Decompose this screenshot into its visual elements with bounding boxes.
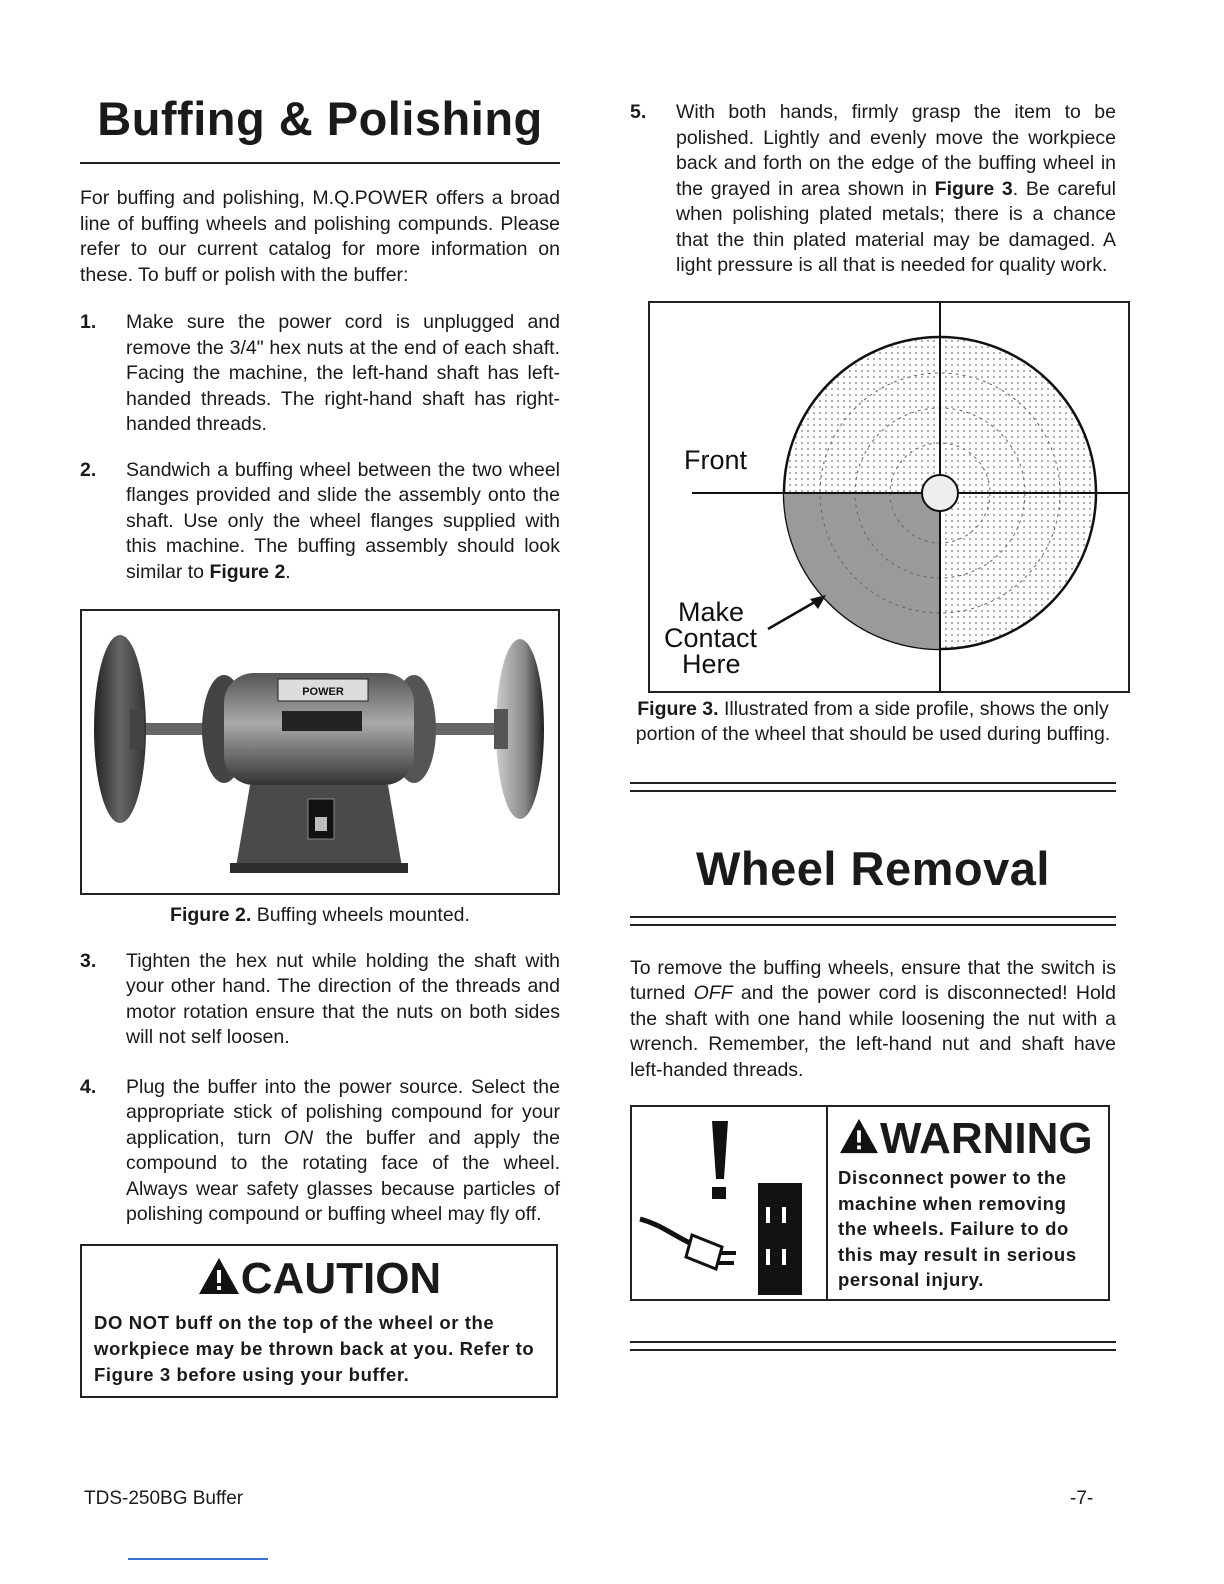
section-separator: [630, 782, 1116, 792]
step-2: [80, 458, 560, 586]
front-label: Front: [684, 444, 748, 475]
figure-2-caption: Figure 2. Buffing wheels mounted.: [170, 904, 470, 926]
figure-ref: Figure 2: [209, 560, 286, 583]
left-column: [80, 90, 560, 1398]
warning-illustration: [632, 1107, 828, 1299]
title-rule: [630, 916, 1116, 926]
step-1: [80, 310, 560, 438]
bottom-link-line: [128, 1558, 268, 1560]
step-number: 1.: [80, 311, 97, 333]
step-5: [630, 100, 1116, 279]
warning-triangle-icon: [197, 1256, 241, 1296]
title-rule: [80, 162, 560, 164]
caution-box: [80, 1244, 558, 1398]
unplug-cord-icon: [632, 1107, 826, 1299]
step-text: Tighten the hex nut while holding the shaft with your other hand. The direction of the threads and motor rotation ensure that the nuts on both sides will not self loosen.: [126, 949, 560, 1048]
make-contact-label-3: Here: [682, 648, 741, 679]
caution-text: DO NOT buff on the top of the wheel or the workpiece may be thrown back at you. Refer to Figure 3 before using your buffer.: [94, 1311, 535, 1385]
bottom-separator: [630, 1341, 1116, 1351]
wheel-contact-diagram: [650, 303, 1128, 691]
right-column: [630, 100, 1116, 1351]
figure-ref: Figure 3: [934, 177, 1013, 200]
step-number: 3.: [80, 949, 97, 972]
step-text: Plug the buffer into the power source. Select the appropriate stick of polishing compound for your application, turn ON the buffer and apply the compound to the rotating face of the wheel. Always wear safety glasses because particles of polishing compound or buffing wheel may fly off.: [126, 1075, 560, 1225]
figure-3-caption: Figure 3. Illustrated from a side profile, shows the only portion of the wheel that should be used during buffing.: [635, 697, 1111, 745]
footer-model: TDS-250BG Buffer: [84, 1488, 244, 1509]
figure-3-label: Figure 3.: [637, 697, 719, 720]
make-contact-label-1: Make: [678, 596, 745, 627]
removal-paragraph: To remove the buffing wheels, ensure that the switch is turned OFF and the power cord is disconnected! Hold the shaft with one hand while loosening the nut with a wrench. Remember, the left-hand nut and shaft have left-handed threads.: [630, 956, 1116, 1081]
figure-2-label: Figure 2.: [170, 904, 252, 926]
section-title-wheel-removal: Wheel Removal: [696, 841, 1050, 895]
buffer-machine-photo: [82, 611, 558, 893]
warning-text: Disconnect power to the machine when removing the wheels. Failure to do this may result in serious personal injury.: [838, 1167, 1077, 1290]
make-contact-label-2: Contact: [664, 622, 758, 653]
warning-heading: WARNING: [838, 1113, 1100, 1165]
step-4: [80, 1075, 560, 1228]
step-number: 5.: [630, 101, 647, 123]
warning-content: [828, 1107, 1108, 1299]
step-number: 2.: [80, 458, 97, 481]
emphasis-on: ON: [283, 1126, 314, 1149]
figure-3-frame: [648, 301, 1130, 693]
step-text: With both hands, firmly grasp the item to be polished. Lightly and evenly move the workpiece back and forth on the edge of the buffing wheel in the grayed in area shown in Figure 3. Be careful when polishing plated metals; there is a chance that the thin plated material may be damaged. A light pressure is all that is needed for quality work.: [676, 101, 1116, 276]
intro-paragraph: For buffing and polishing, M.Q.POWER offers a broad line of buffing wheels and polishing compunds. Please refer to our current catalog for more information on these. To buff or polish with the buffer:: [80, 187, 560, 286]
warning-box: [630, 1105, 1110, 1301]
warning-triangle-icon: [838, 1117, 880, 1155]
figure-2-frame: [80, 609, 560, 895]
step-number: 4.: [80, 1075, 97, 1098]
section-title-buffing: Buffing & Polishing: [97, 92, 543, 145]
emphasis-off: OFF: [693, 982, 733, 1004]
caution-heading: CAUTION: [82, 1246, 556, 1306]
footer-page-number: -7-: [1070, 1488, 1094, 1509]
step-3: [80, 949, 560, 1051]
step-text: Sandwich a buffing wheel between the two wheel flanges provided and slide the assembly onto the shaft. Use only the wheel flanges supplied with this machine. The buffing assembly should look similar to Figure 2.: [126, 458, 560, 583]
nameplate-text: POWER: [302, 686, 344, 698]
step-text: Make sure the power cord is unplugged and remove the 3/4" hex nuts at the end of each shaft. Facing the machine, the left-hand shaft has left-handed threads. The right-hand shaft has right-handed threads.: [126, 311, 560, 435]
